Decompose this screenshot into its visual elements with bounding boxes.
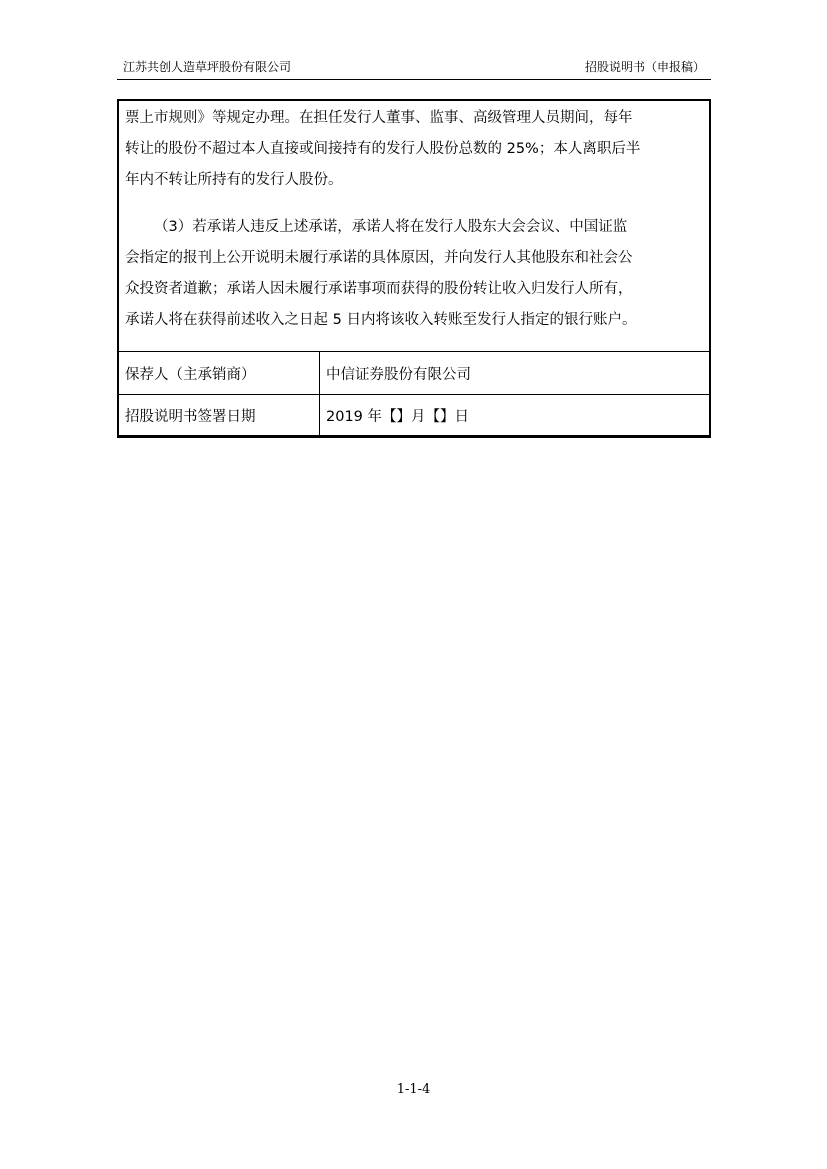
paragraph-line: 众投资者道歉；承诺人因未履行承诺事项而获得的股份转让收入归发行人所有， [125, 281, 633, 297]
column-divider [319, 352, 320, 394]
commitment-text-cell [119, 101, 709, 352]
commitment-paragraph-1 [125, 103, 703, 196]
commitment-paragraph-2 [125, 212, 703, 336]
paragraph-line: 承诺人将在获得前述收入之日起 5 日内将该收入转账至发行人指定的银行账户。 [125, 312, 637, 328]
table-row [119, 395, 709, 435]
header-company-name: 江苏共创人造草坪股份有限公司 [123, 60, 292, 74]
page-header [117, 57, 711, 77]
info-table [117, 99, 711, 438]
header-divider [117, 79, 711, 80]
paragraph-line: （3）若承诺人违反上述承诺，承诺人将在发行人股东大会会议、中国证监 [154, 219, 628, 235]
paragraph-line: 转让的股份不超过本人直接或间接持有的发行人股份总数的 25%；本人离职后半 [125, 141, 641, 157]
sponsor-label: 保荐人（主承销商） [125, 366, 256, 383]
signing-date-label: 招股说明书签署日期 [125, 408, 256, 425]
header-document-type: 招股说明书（申报稿） [584, 60, 705, 74]
page-number: 1-1-4 [396, 1082, 431, 1097]
paragraph-line: 年内不转让所持有的发行人股份。 [125, 172, 343, 188]
sponsor-value: 中信证券股份有限公司 [326, 366, 471, 383]
column-divider [319, 395, 320, 435]
paragraph-line: 票上市规则》等规定办理。在担任发行人董事、监事、高级管理人员期间，每年 [125, 110, 633, 126]
table-row [119, 352, 709, 395]
paragraph-line: 会指定的报刊上公开说明未履行承诺的具体原因，并向发行人其他股东和社会公 [125, 250, 633, 266]
signing-date-value: 2019 年【】月【】日 [326, 408, 470, 425]
